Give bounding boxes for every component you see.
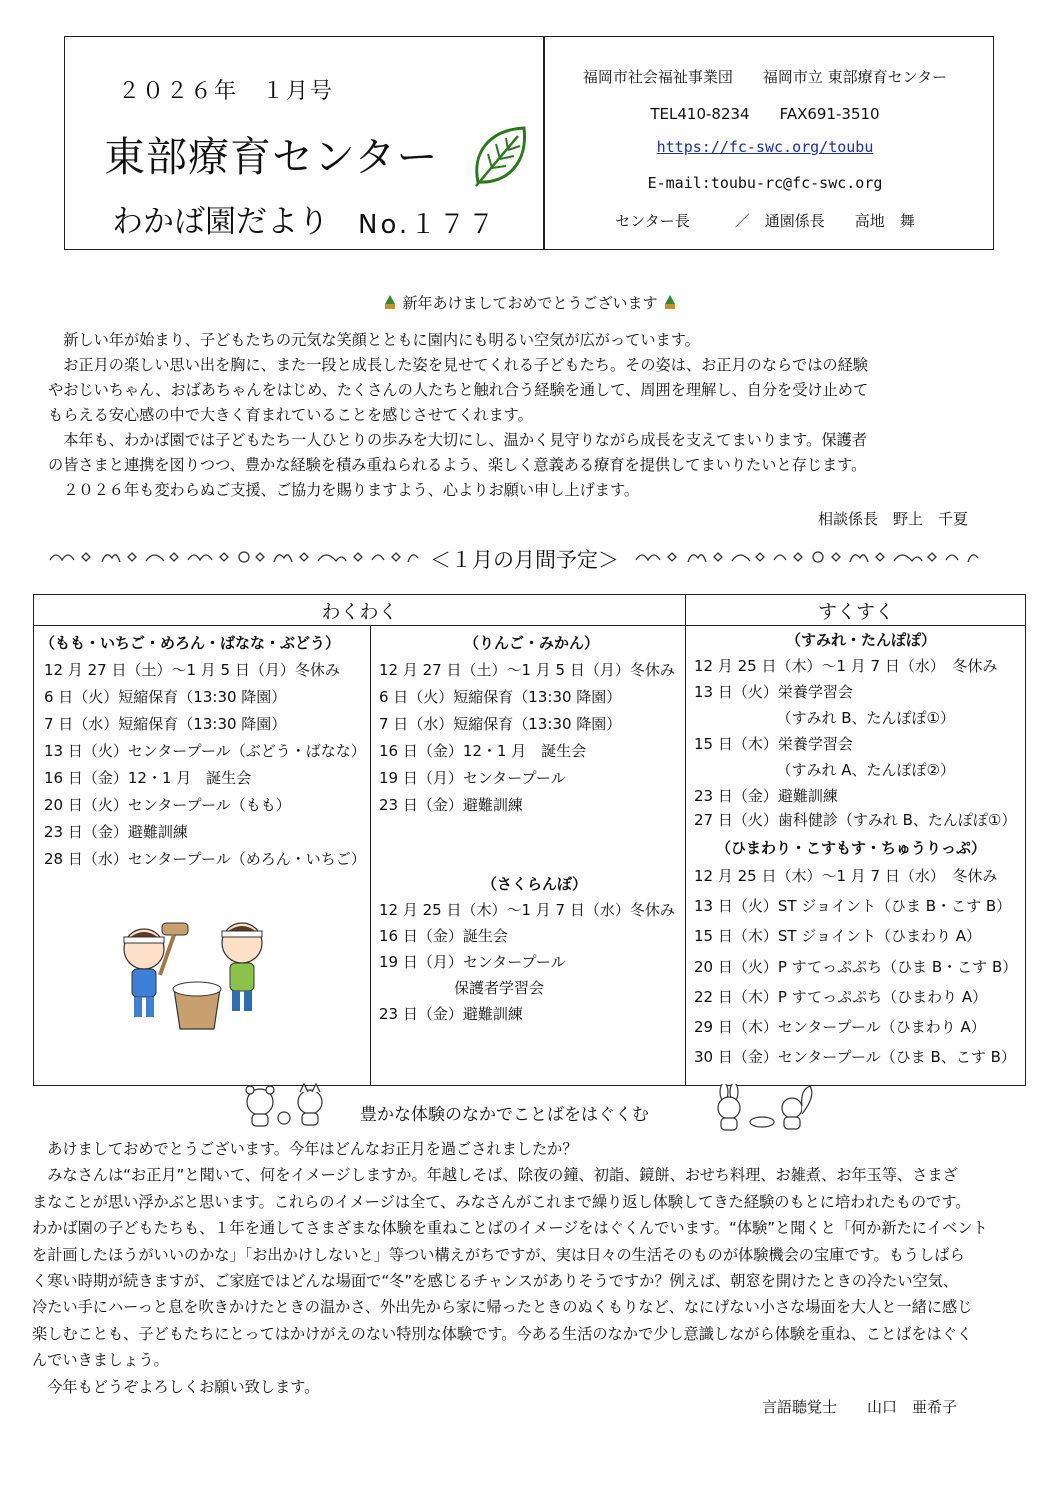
issue-date: ２０２６年 １月号 bbox=[117, 79, 334, 104]
schedule-item: 23 日（金）避難訓練 bbox=[44, 823, 188, 841]
greeting-body bbox=[48, 328, 868, 503]
schedule-item: 13 日（火）ST ジョイント（ひま B・こす B） bbox=[694, 897, 1012, 915]
leaf-icon bbox=[470, 124, 530, 188]
staff-names: センター長 ／ 通園係長 高地 舞 bbox=[615, 212, 915, 230]
language-line: わかば園の子どもたちも、１年を通してさまざまな体験を重ねことばのイメージをはぐくんでいます。“体験”と聞くと「何か新たにイベント bbox=[32, 1219, 988, 1238]
website-link[interactable]: https://fc-swc.org/toubu bbox=[656, 138, 874, 156]
kadomatsu-icon bbox=[662, 294, 678, 310]
greeting-signature: 相談係長 野上 千夏 bbox=[818, 510, 969, 528]
greeting-line: 本年も、わかば園では子どもたち一人ひとりの歩みを大切にし、温かく見守りながら成長を支えてまいります。保護者 bbox=[48, 431, 867, 449]
language-line: く寒い時期が続きますが、ご家庭ではどんな場面で“冬”を感じるチャンスがありそうですか？例えば、朝窓を開けたときの冷たい空気、 bbox=[32, 1272, 959, 1291]
column-divider bbox=[685, 595, 686, 1085]
schedule-title: ＜１月の月間予定＞ bbox=[430, 548, 619, 572]
schedule-item: 22 日（木）P すてっぷぷち（ひまわり A） bbox=[694, 988, 988, 1006]
group-heading: （ひまわり・こすもす・ちゅうりっぷ） bbox=[716, 839, 987, 857]
schedule-item: 12 月 25 日（木）～1 月 7 日（水） 冬休み bbox=[694, 867, 998, 885]
schedule-item: 15 日（木）ST ジョイント（ひまわり A） bbox=[694, 927, 982, 945]
email-address: E-mail:toubu-rc@fc-swc.org bbox=[647, 174, 883, 192]
schedule-item: 20 日（火）センタープール（もも） bbox=[44, 796, 291, 814]
group-heading: （さくらんぼ） bbox=[482, 875, 588, 893]
kadomatsu-icon bbox=[382, 294, 398, 310]
language-line: を計画したほうがいいのかな」「お出かけしないと」等つい構えがちですが、実は日々の生活そのものが体験機会の宝庫です。もうしばら bbox=[32, 1245, 965, 1264]
schedule-item: 19 日（月）センタープール bbox=[379, 953, 566, 971]
schedule-item: 12 月 27 日（土）～1 月 5 日（月）冬休み bbox=[44, 661, 340, 679]
schedule-item: 保護者学習会 bbox=[379, 979, 545, 997]
schedule-item: 23 日（金）避難訓練 bbox=[379, 796, 523, 814]
schedule-item: 23 日（金）避難訓練 bbox=[694, 787, 838, 805]
schedule-item: 6 日（火）短縮保育（13:30 降園） bbox=[379, 688, 622, 706]
language-line: 今年もどうぞよろしくお願い致します。 bbox=[32, 1377, 320, 1396]
greeting-line: の皆さまと連携を図りつつ、豊かな経験を積み重ねられるよう、楽しく意義ある療育を提供してまいりたいと存じます。 bbox=[48, 456, 867, 474]
greeting-line: やおじいちゃん、おばあちゃんをはじめ、たくさんの人たちと触れ合う経験を通して、周囲を理解し、自分を受け止めて bbox=[48, 381, 869, 399]
schedule-item: 20 日（火）P すてっぷぷち（ひま B・こす B） bbox=[694, 958, 1018, 976]
newsletter-subtitle: わかば園だより bbox=[112, 204, 329, 240]
schedule-item: 16 日（金）誕生会 bbox=[379, 927, 508, 945]
schedule-item: 12 月 25 日（木）～1 月 7 日（水）冬休み bbox=[379, 901, 675, 919]
issue-number: No.１７７ bbox=[358, 210, 498, 240]
schedule-item: 23 日（金）避難訓練 bbox=[379, 1005, 523, 1023]
language-body bbox=[32, 1136, 988, 1400]
schedule-item: 28 日（水）センタープール（めろん・いちご） bbox=[44, 850, 366, 868]
decorative-border-right bbox=[632, 548, 980, 566]
greeting-line: お正月の楽しい思い出を胸に、また一段と成長した姿を見せてくれる子どもたち。その姿は、お正月のならではの経験 bbox=[48, 356, 868, 374]
animals-illustration-right bbox=[706, 1084, 816, 1132]
schedule-item: 16 日（金）12・1 月 誕生会 bbox=[44, 769, 252, 787]
greeting-heading bbox=[330, 292, 730, 313]
schedule-item: 15 日（木）栄養学習会 bbox=[694, 735, 853, 753]
schedule-item: 7 日（水）短縮保育（13:30 降園） bbox=[44, 715, 287, 733]
schedule-item: 13 日（火）栄養学習会 bbox=[694, 683, 853, 701]
schedule-item: 13 日（火）センタープール（ぶどう・ばなな） bbox=[44, 742, 366, 760]
schedule-item: 19 日（月）センタープール bbox=[379, 769, 566, 787]
mochi-pounding-illustration bbox=[102, 913, 282, 1033]
schedule-item: 12 月 27 日（土）～1 月 5 日（月）冬休み bbox=[379, 661, 675, 679]
schedule-item: 7 日（水）短縮保育（13:30 降園） bbox=[379, 715, 622, 733]
language-signature: 言語聴覚士 山口 亜希子 bbox=[762, 1398, 958, 1416]
newsletter-title: 東部療育センター bbox=[104, 133, 439, 181]
language-line: 楽しむことも、子どもたちにとってはかけがえのない特別な体験です。今ある生活のなかで少し意識しながら体験を重ね、ことばをはぐく bbox=[32, 1324, 973, 1343]
decorative-border-left bbox=[46, 548, 424, 566]
column-header-sukusuku: すくすく bbox=[817, 601, 894, 623]
language-line: 冷たい手にハーっと息を吹きかけたときの温かさ、外出先から家に帰ったときのぬくもりなど、なにげない小さな場面を大人と一緒に感じ bbox=[32, 1298, 973, 1317]
header-row-divider bbox=[34, 625, 1025, 626]
column-divider bbox=[370, 625, 371, 1085]
greeting-heading-text: 新年あけましておめでとうございます bbox=[402, 294, 658, 312]
tel-fax: TEL410-8234 FAX691-3510 bbox=[650, 105, 880, 123]
column-header-wakuwaku: わくわく bbox=[321, 601, 398, 623]
schedule-item: 16 日（金）12・1 月 誕生会 bbox=[379, 742, 587, 760]
group-heading: （もも・いちご・めろん・ばなな・ぶどう） bbox=[40, 634, 341, 652]
schedule-item: 12 月 25 日（木）～1 月 7 日（水） 冬休み bbox=[694, 657, 998, 675]
greeting-line: もらえる安心感の中で大きく育まれていることを感じさせてくれます。 bbox=[48, 406, 533, 424]
schedule-item: 27 日（火）歯科健診（すみれ B、たんぽぽ①） bbox=[694, 811, 1017, 829]
language-line: んでいきましょう。 bbox=[32, 1351, 169, 1370]
organization: 福岡市社会福祉事業団 福岡市立 東部療育センター bbox=[582, 68, 948, 86]
group-heading: （りんご・みかん） bbox=[464, 634, 600, 652]
language-line: みなさんは“お正月”と聞いて、何をイメージしますか。年越しそば、除夜の鐘、初詣、鏡餅、おせち料理、お雑煮、お年玉等、さまざ bbox=[32, 1166, 958, 1185]
group-heading: （すみれ・たんぽぽ） bbox=[786, 631, 937, 649]
schedule-item: （すみれ A、たんぽぽ②） bbox=[694, 761, 955, 779]
language-heading: 豊かな体験のなかでことばをはぐくむ bbox=[360, 1105, 649, 1125]
greeting-line: ２０２６年も変わらぬご支援、ご協力を賜りますよう、心よりお願い申し上げます。 bbox=[48, 481, 640, 499]
animals-illustration-left bbox=[238, 1080, 338, 1130]
greeting-line: 新しい年が始まり、子どもたちの元気な笑顔とともに園内にも明るい空気が広がっています。 bbox=[48, 331, 700, 349]
language-line: あけましておめでとうございます。今年はどんなお正月を過ごされましたか？ bbox=[32, 1140, 578, 1158]
schedule-item: （すみれ B、たんぽぽ①） bbox=[694, 709, 956, 727]
schedule-table bbox=[33, 594, 1026, 1086]
schedule-item: 29 日（木）センタープール（ひまわり A） bbox=[694, 1018, 986, 1036]
language-line: まなことが思い浮かぶと思います。これらのイメージは全て、みなさんがこれまで繰り返し体験してきた経験のもとに培われたものです。 bbox=[32, 1192, 971, 1211]
schedule-item: 30 日（金）センタープール（ひま B、こす B） bbox=[694, 1048, 1016, 1066]
schedule-item: 6 日（火）短縮保育（13:30 降園） bbox=[44, 688, 287, 706]
